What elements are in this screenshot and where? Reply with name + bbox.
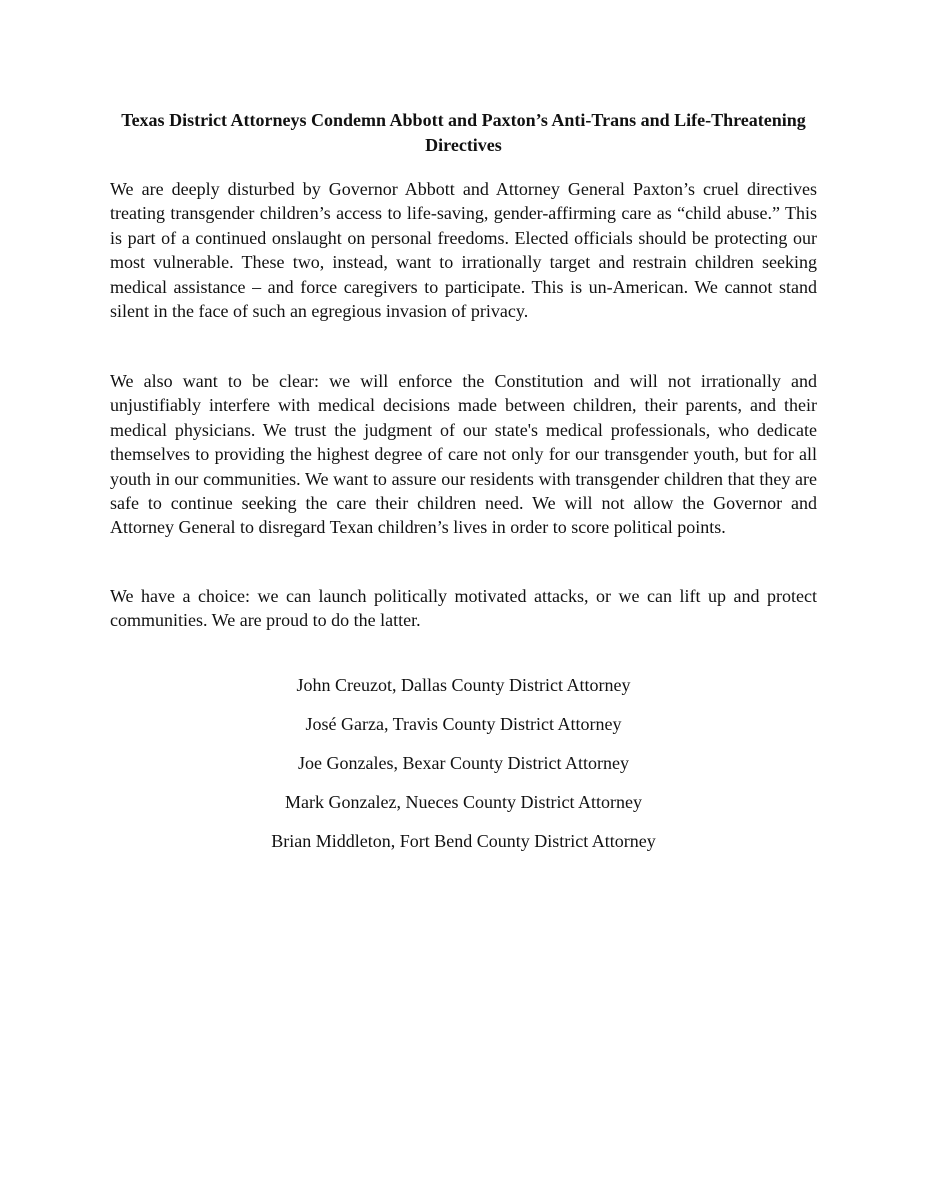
signatory-line: Brian Middleton, Fort Bend County District Attorney [271,831,656,851]
paragraph-condemnation: We are deeply disturbed by Governor Abbott and Attorney General Paxton’s cruel directives treating transgender children’s access to life-saving, gender-affirming care as “child abuse.” This is part of a continued onslaught on personal freedoms. Elected officials should be protecting our most vulnerable. These two, instead, want to irrationally target and restrain children seeking medical assistance – and force caregivers to participate. This is un-American. We cannot stand silent in the face of such an egregious invasion of privacy. [110,179,817,322]
paragraph-choice: We have a choice: we can launch politically motivated attacks, or we can lift up and protect communities. We are proud to do the latter. [110,586,817,631]
signatory-line: John Creuzot, Dallas County District Attorney [296,675,631,695]
signatory-list [110,673,817,868]
signatory-line: José Garza, Travis County District Attorney [305,714,622,734]
signatory-line: Joe Gonzales, Bexar County District Attorney [298,753,629,773]
signatory-line: Mark Gonzalez, Nueces County District Attorney [285,792,642,812]
paragraph-commitment: We also want to be clear: we will enforce the Constitution and will not irrationally and unjustifiably interfere with medical decisions made between children, their parents, and their medical physicians. We trust the judgment of our state's medical professionals, who dedicate themselves to providing the highest degree of care not only for our transgender youth, but for all youth in our communities. We want to assure our residents with transgender children that they are safe to continue seeking the care their children need. We will not allow the Governor and Attorney General to disregard Texan children’s lives in order to score political points. [110,371,817,538]
document-title: Texas District Attorneys Condemn Abbott and Paxton’s Anti-Trans and Life-Threatening Directives [121,110,806,155]
